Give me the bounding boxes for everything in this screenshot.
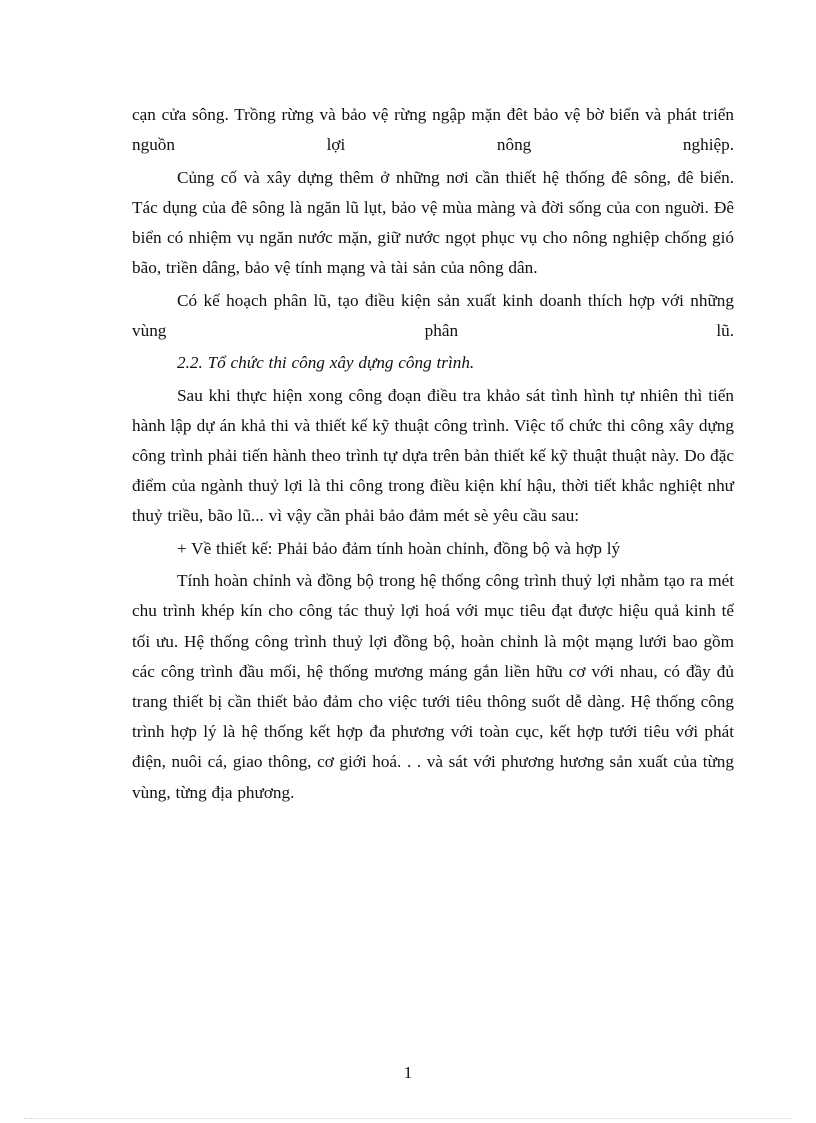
page-body [132,100,734,808]
section-heading: 2.2. Tổ chức thi công xây dựng công trình. [177,353,475,373]
paragraph-system-completeness: Tính hoàn chỉnh và đồng bộ trong hệ thống công trình thuỷ lợi nhằm tạo ra mét chu trình khép kín cho công tác thuỷ lợi hoá với mục tiêu đạt được hiệu quả kinh tế tối ưu. Hệ thống công trình thuỷ lợi đồng bộ, hoàn chỉnh là một mạng lưới bao gồm các công trình đầu mối, hệ thống mương máng gắn liền hữu cơ với nhau, có đầy đủ trang thiết bị cần thiết bảo đảm cho việc tưới tiêu thông suốt dễ dàng. Hệ thống công trình hợp lý là hệ thống kết hợp đa phương với toàn cục, kết hợp tưới tiêu với phát điện, nuôi cá, giao thông, cơ giới hoá. . . và sát với phương hương sản xuất của từng vùng, từng địa phương. [132,571,734,802]
page-number: 1 [403,1063,413,1082]
paragraph-dykes: Củng cố và xây dựng thêm ở những nơi cần thiết hệ thống đê sông, đê biển. Tác dụng của đê sông là ngăn lũ lụt, bảo vệ mùa màng và đời sống của con nguời. Đê biển có nhiệm vụ ngăn nước mặn, giữ nước ngọt phục vụ cho nông nghiệp chống gió bão, triền dâng, bảo vệ tính mạng và tài sản của nông dân. [132,167,734,278]
paragraph-design-requirement: + Về thiết kế: Phải bảo đảm tính hoàn chỉnh, đồng bộ và hợp lý [177,538,621,558]
paragraph-continuation: cạn cửa sông. Trồng rừng và bảo vệ rừng ngập mặn đêt bảo vệ bờ biển và phát triển nguồn lợi nông nghiệp. [132,105,734,155]
paragraph-flood-diversion: Có kế hoạch phân lũ, tạo điều kiện sản xuất kinh doanh thích hợp với những vùng phân lũ. [132,290,734,340]
paragraph-construction: Sau khi thực hiện xong công đoạn điều tra khảo sát tình hình tự nhiên thì tiến hành lập dự án khả thi và thiết kế kỹ thuật công trình. Việc tổ chức thi công xây dựng công trình phải tiến hành theo trình tự dựa trên bản thiết kế kỹ thuật thuật này. Do đặc điểm của ngành thuỷ lợi là thi công trong điều kiện khí hậu, thời tiết khắc nghiệt như thuỷ triều, bão lũ... vì vậy cần phải bảo đảm mét sè yêu cầu sau: [132,385,734,526]
page-bottom-divider [24,1118,792,1119]
